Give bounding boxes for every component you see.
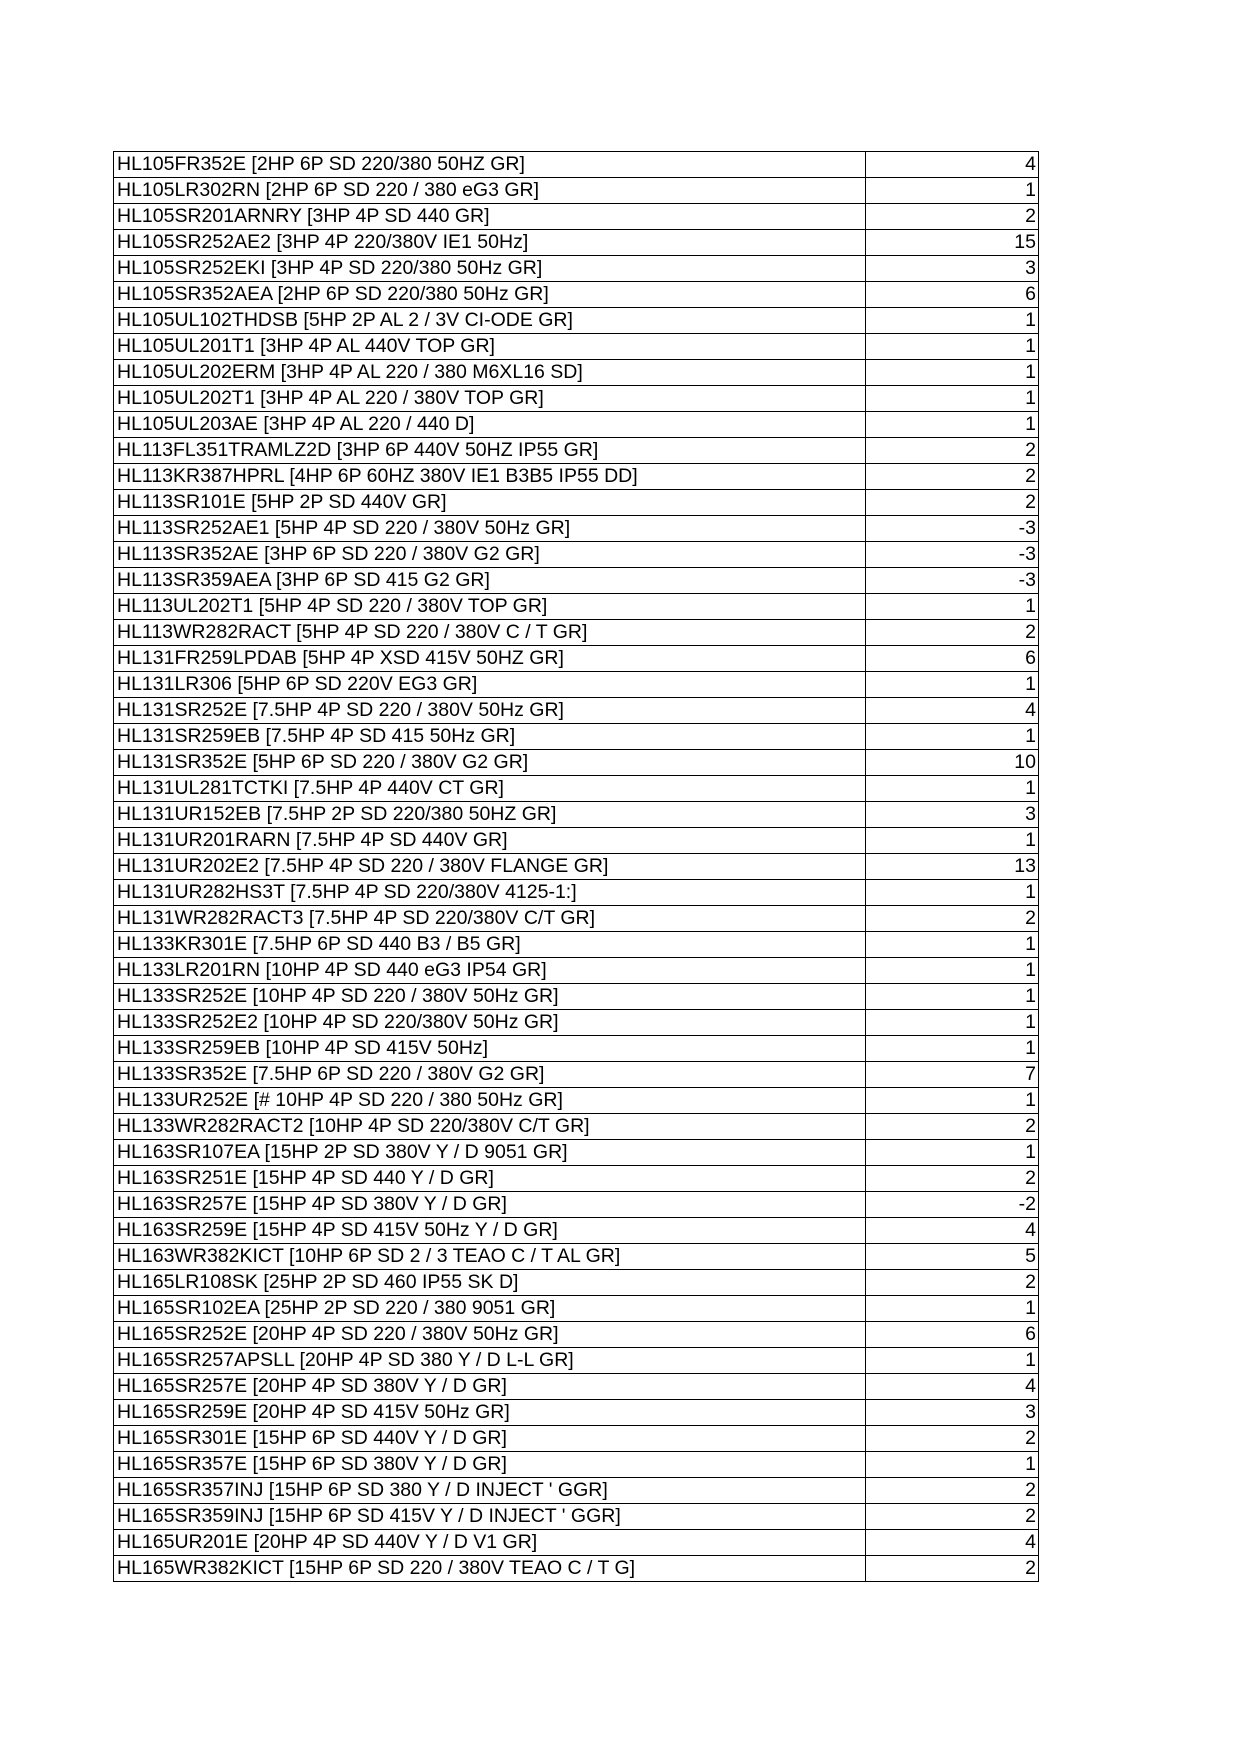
quantity-cell: 4 — [866, 152, 1039, 178]
quantity-cell: 2 — [866, 204, 1039, 230]
item-description-cell: HL165SR102EA [25HP 2P SD 220 / 380 9051 GR] — [114, 1296, 866, 1322]
table-row — [114, 932, 1039, 958]
quantity-cell: 1 — [866, 1296, 1039, 1322]
table-row — [114, 1504, 1039, 1530]
item-description-cell: HL113UL202T1 [5HP 4P SD 220 / 380V TOP GR] — [114, 594, 866, 620]
table-row — [114, 256, 1039, 282]
quantity-cell: 4 — [866, 1218, 1039, 1244]
table-row — [114, 1036, 1039, 1062]
table-row — [114, 1192, 1039, 1218]
item-description-cell: HL133WR282RACT2 [10HP 4P SD 220/380V C/T GR] — [114, 1114, 866, 1140]
table-row — [114, 828, 1039, 854]
item-description-cell: HL163SR107EA [15HP 2P SD 380V Y / D 9051 GR] — [114, 1140, 866, 1166]
quantity-cell: 1 — [866, 308, 1039, 334]
table-row — [114, 1218, 1039, 1244]
quantity-cell: 1 — [866, 1010, 1039, 1036]
quantity-cell: 2 — [866, 1556, 1039, 1582]
quantity-cell: -2 — [866, 1192, 1039, 1218]
quantity-cell: 1 — [866, 1036, 1039, 1062]
table-row — [114, 594, 1039, 620]
table-row — [114, 1452, 1039, 1478]
table-row — [114, 1114, 1039, 1140]
quantity-cell: 4 — [866, 698, 1039, 724]
item-description-cell: HL165SR257APSLL [20HP 4P SD 380 Y / D L-L GR] — [114, 1348, 866, 1374]
quantity-cell: 1 — [866, 828, 1039, 854]
table-row — [114, 1348, 1039, 1374]
quantity-cell: 3 — [866, 1400, 1039, 1426]
item-description-cell: HL133SR252E2 [10HP 4P SD 220/380V 50Hz GR] — [114, 1010, 866, 1036]
quantity-cell: 2 — [866, 464, 1039, 490]
table-row — [114, 516, 1039, 542]
item-description-cell: HL165SR359INJ [15HP 6P SD 415V Y / D INJECT ' GGR] — [114, 1504, 866, 1530]
quantity-cell: 2 — [866, 906, 1039, 932]
item-description-cell: HL105UL102THDSB [5HP 2P AL 2 / 3V CI-ODE GR] — [114, 308, 866, 334]
item-description-cell: HL133SR259EB [10HP 4P SD 415V 50Hz] — [114, 1036, 866, 1062]
quantity-cell: 1 — [866, 958, 1039, 984]
item-description-cell: HL113WR282RACT [5HP 4P SD 220 / 380V C / T GR] — [114, 620, 866, 646]
table-row — [114, 334, 1039, 360]
quantity-cell: 13 — [866, 854, 1039, 880]
quantity-cell: -3 — [866, 516, 1039, 542]
table-row — [114, 204, 1039, 230]
table-row — [114, 360, 1039, 386]
item-description-cell: HL133KR301E [7.5HP 6P SD 440 B3 / B5 GR] — [114, 932, 866, 958]
quantity-cell: 4 — [866, 1374, 1039, 1400]
quantity-cell: 2 — [866, 1504, 1039, 1530]
item-description-cell: HL133UR252E [# 10HP 4P SD 220 / 380 50Hz GR] — [114, 1088, 866, 1114]
item-description-cell: HL105SR252EKI [3HP 4P SD 220/380 50Hz GR] — [114, 256, 866, 282]
quantity-cell: 1 — [866, 776, 1039, 802]
quantity-cell: 1 — [866, 724, 1039, 750]
item-description-cell: HL105FR352E [2HP 6P SD 220/380 50HZ GR] — [114, 152, 866, 178]
item-description-cell: HL105UL201T1 [3HP 4P AL 440V TOP GR] — [114, 334, 866, 360]
table-row — [114, 568, 1039, 594]
item-description-cell: HL133LR201RN [10HP 4P SD 440 eG3 IP54 GR] — [114, 958, 866, 984]
quantity-cell: 1 — [866, 1348, 1039, 1374]
quantity-cell: 5 — [866, 1244, 1039, 1270]
item-description-cell: HL131UR202E2 [7.5HP 4P SD 220 / 380V FLANGE GR] — [114, 854, 866, 880]
table-row — [114, 412, 1039, 438]
quantity-cell: 1 — [866, 932, 1039, 958]
item-description-cell: HL165SR257E [20HP 4P SD 380V Y / D GR] — [114, 1374, 866, 1400]
quantity-cell: 1 — [866, 672, 1039, 698]
table-row — [114, 308, 1039, 334]
quantity-cell: -3 — [866, 542, 1039, 568]
table-row — [114, 802, 1039, 828]
table-row — [114, 1400, 1039, 1426]
item-description-cell: HL131WR282RACT3 [7.5HP 4P SD 220/380V C/T GR] — [114, 906, 866, 932]
table-row — [114, 984, 1039, 1010]
quantity-cell: 6 — [866, 646, 1039, 672]
quantity-cell: 1 — [866, 178, 1039, 204]
item-description-cell: HL105UL202ERM [3HP 4P AL 220 / 380 M6XL16 SD] — [114, 360, 866, 386]
item-description-cell: HL165SR259E [20HP 4P SD 415V 50Hz GR] — [114, 1400, 866, 1426]
table-row — [114, 542, 1039, 568]
quantity-cell: 1 — [866, 984, 1039, 1010]
item-description-cell: HL113SR352AE [3HP 6P SD 220 / 380V G2 GR] — [114, 542, 866, 568]
item-description-cell: HL165WR382KICT [15HP 6P SD 220 / 380V TEAO C / T G] — [114, 1556, 866, 1582]
quantity-cell: 1 — [866, 880, 1039, 906]
quantity-cell: 2 — [866, 1478, 1039, 1504]
item-description-cell: HL131UR152EB [7.5HP 2P SD 220/380 50HZ GR] — [114, 802, 866, 828]
table-row — [114, 750, 1039, 776]
table-row — [114, 1478, 1039, 1504]
quantity-cell: 2 — [866, 1114, 1039, 1140]
quantity-cell: 7 — [866, 1062, 1039, 1088]
table-row — [114, 724, 1039, 750]
quantity-cell: 6 — [866, 282, 1039, 308]
quantity-cell: 2 — [866, 1270, 1039, 1296]
quantity-cell: 2 — [866, 1166, 1039, 1192]
item-description-cell: HL105UL203AE [3HP 4P AL 220 / 440 D] — [114, 412, 866, 438]
item-description-cell: HL131UR201RARN [7.5HP 4P SD 440V GR] — [114, 828, 866, 854]
table-row — [114, 1322, 1039, 1348]
item-description-cell: HL105UL202T1 [3HP 4P AL 220 / 380V TOP GR] — [114, 386, 866, 412]
table-row — [114, 620, 1039, 646]
table-row — [114, 1166, 1039, 1192]
inventory-table-body — [114, 152, 1039, 1582]
item-description-cell: HL131UR282HS3T [7.5HP 4P SD 220/380V 4125-1:] — [114, 880, 866, 906]
table-row — [114, 1062, 1039, 1088]
item-description-cell: HL165UR201E [20HP 4P SD 440V Y / D V1 GR] — [114, 1530, 866, 1556]
table-row — [114, 152, 1039, 178]
item-description-cell: HL105SR352AEA [2HP 6P SD 220/380 50Hz GR] — [114, 282, 866, 308]
table-row — [114, 1530, 1039, 1556]
item-description-cell: HL131SR259EB [7.5HP 4P SD 415 50Hz GR] — [114, 724, 866, 750]
item-description-cell: HL165SR252E [20HP 4P SD 220 / 380V 50Hz GR] — [114, 1322, 866, 1348]
table-row — [114, 776, 1039, 802]
table-row — [114, 1556, 1039, 1582]
table-row — [114, 490, 1039, 516]
table-row — [114, 282, 1039, 308]
quantity-cell: -3 — [866, 568, 1039, 594]
table-row — [114, 854, 1039, 880]
quantity-cell: 1 — [866, 594, 1039, 620]
table-row — [114, 698, 1039, 724]
item-description-cell: HL165SR301E [15HP 6P SD 440V Y / D GR] — [114, 1426, 866, 1452]
table-row — [114, 958, 1039, 984]
quantity-cell: 3 — [866, 256, 1039, 282]
item-description-cell: HL163SR251E [15HP 4P SD 440 Y / D GR] — [114, 1166, 866, 1192]
table-row — [114, 1296, 1039, 1322]
item-description-cell: HL131UL281TCTKI [7.5HP 4P 440V CT GR] — [114, 776, 866, 802]
quantity-cell: 2 — [866, 438, 1039, 464]
item-description-cell: HL165LR108SK [25HP 2P SD 460 IP55 SK D] — [114, 1270, 866, 1296]
table-row — [114, 1374, 1039, 1400]
item-description-cell: HL105LR302RN [2HP 6P SD 220 / 380 eG3 GR] — [114, 178, 866, 204]
quantity-cell: 15 — [866, 230, 1039, 256]
item-description-cell: HL113KR387HPRL [4HP 6P 60HZ 380V IE1 B3B5 IP55 DD] — [114, 464, 866, 490]
quantity-cell: 1 — [866, 386, 1039, 412]
item-description-cell: HL113SR252AE1 [5HP 4P SD 220 / 380V 50Hz GR] — [114, 516, 866, 542]
item-description-cell: HL131LR306 [5HP 6P SD 220V EG3 GR] — [114, 672, 866, 698]
table-row — [114, 1426, 1039, 1452]
item-description-cell: HL133SR352E [7.5HP 6P SD 220 / 380V G2 GR] — [114, 1062, 866, 1088]
quantity-cell: 10 — [866, 750, 1039, 776]
item-description-cell: HL105SR252AE2 [3HP 4P 220/380V IE1 50Hz] — [114, 230, 866, 256]
quantity-cell: 2 — [866, 620, 1039, 646]
item-description-cell: HL105SR201ARNRY [3HP 4P SD 440 GR] — [114, 204, 866, 230]
table-row — [114, 1088, 1039, 1114]
table-row — [114, 1270, 1039, 1296]
inventory-table — [113, 151, 1039, 1582]
quantity-cell: 4 — [866, 1530, 1039, 1556]
table-row — [114, 178, 1039, 204]
table-row — [114, 906, 1039, 932]
item-description-cell: HL163SR259E [15HP 4P SD 415V 50Hz Y / D GR] — [114, 1218, 866, 1244]
item-description-cell: HL163SR257E [15HP 4P SD 380V Y / D GR] — [114, 1192, 866, 1218]
item-description-cell: HL131FR259LPDAB [5HP 4P XSD 415V 50HZ GR] — [114, 646, 866, 672]
table-row — [114, 1010, 1039, 1036]
quantity-cell: 2 — [866, 490, 1039, 516]
quantity-cell: 1 — [866, 412, 1039, 438]
quantity-cell: 6 — [866, 1322, 1039, 1348]
table-row — [114, 1244, 1039, 1270]
table-row — [114, 880, 1039, 906]
quantity-cell: 1 — [866, 1088, 1039, 1114]
table-row — [114, 672, 1039, 698]
table-row — [114, 464, 1039, 490]
item-description-cell: HL113FL351TRAMLZ2D [3HP 6P 440V 50HZ IP55 GR] — [114, 438, 866, 464]
quantity-cell: 2 — [866, 1426, 1039, 1452]
item-description-cell: HL133SR252E [10HP 4P SD 220 / 380V 50Hz GR] — [114, 984, 866, 1010]
quantity-cell: 1 — [866, 334, 1039, 360]
table-row — [114, 230, 1039, 256]
table-row — [114, 1140, 1039, 1166]
quantity-cell: 1 — [866, 1452, 1039, 1478]
item-description-cell: HL131SR252E [7.5HP 4P SD 220 / 380V 50Hz GR] — [114, 698, 866, 724]
quantity-cell: 1 — [866, 360, 1039, 386]
table-row — [114, 386, 1039, 412]
item-description-cell: HL163WR382KICT [10HP 6P SD 2 / 3 TEAO C / T AL GR] — [114, 1244, 866, 1270]
table-row — [114, 646, 1039, 672]
item-description-cell: HL165SR357INJ [15HP 6P SD 380 Y / D INJECT ' GGR] — [114, 1478, 866, 1504]
item-description-cell: HL165SR357E [15HP 6P SD 380V Y / D GR] — [114, 1452, 866, 1478]
table-row — [114, 438, 1039, 464]
item-description-cell: HL131SR352E [5HP 6P SD 220 / 380V G2 GR] — [114, 750, 866, 776]
quantity-cell: 1 — [866, 1140, 1039, 1166]
item-description-cell: HL113SR101E [5HP 2P SD 440V GR] — [114, 490, 866, 516]
quantity-cell: 3 — [866, 802, 1039, 828]
item-description-cell: HL113SR359AEA [3HP 6P SD 415 G2 GR] — [114, 568, 866, 594]
